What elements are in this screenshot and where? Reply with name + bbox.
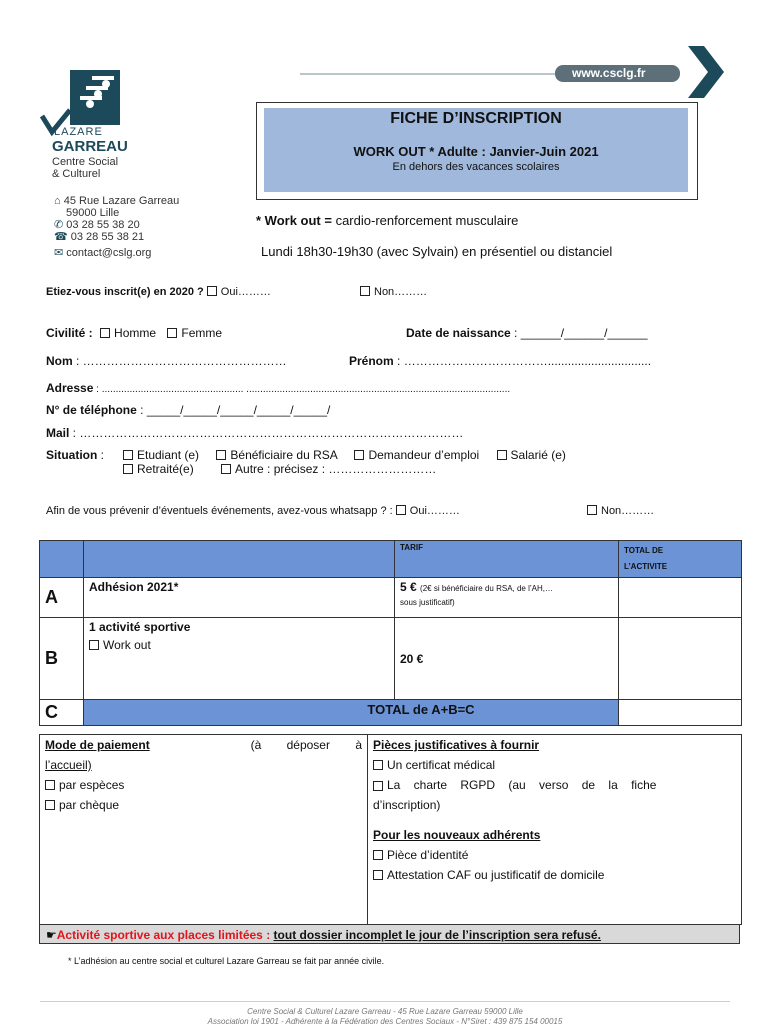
inscrit-oui-label: Oui……… [220, 286, 271, 298]
whatsapp-non-row [587, 505, 654, 517]
situation-label: Situation [46, 448, 98, 462]
website-banner [300, 64, 690, 82]
workout-text: cardio-renforcement musculaire [331, 213, 519, 228]
inscrit-question: Etiez-vous inscrit(e) en 2020 ? [46, 286, 204, 298]
page-title: FICHE D’INSCRIPTION [390, 110, 562, 127]
civilite-label: Civilité : [46, 326, 93, 340]
mail-icon: ✉ [54, 247, 64, 259]
femme-label: Femme [181, 326, 223, 340]
workout-label: * Work out = [256, 213, 332, 228]
logo-line3: Centre Social [52, 156, 119, 168]
checkbox-caf[interactable] [373, 870, 383, 880]
nouveaux-title: Pour les nouveaux adhérents [373, 828, 541, 842]
checkbox-certificat[interactable] [373, 760, 383, 770]
footer-rule [40, 1001, 730, 1002]
pieces-cell [368, 735, 742, 925]
homme-label: Homme [114, 326, 157, 340]
phone1: 03 28 55 38 20 [66, 219, 140, 231]
total-header-1: TOTAL DE [624, 546, 664, 555]
dob-field[interactable]: : ______/______/______ [510, 326, 648, 340]
header-cell-letter [40, 541, 84, 578]
civilite-row [46, 326, 222, 340]
charte-label: La charte RGPD (au verso de la fiche [387, 778, 657, 792]
checkbox-workout[interactable] [89, 640, 99, 650]
tel-field[interactable]: : _____/_____/_____/_____/_____/ [136, 403, 331, 417]
header-cell-label [84, 541, 395, 578]
logo-line1: LAZARE [54, 126, 103, 138]
whatsapp-oui-label: Oui……… [409, 505, 460, 517]
inscrit-non-row [360, 286, 427, 298]
footnote: * L’adhésion au centre social et culturel Lazare Garreau se fait par année civile. [68, 956, 385, 966]
retraite-label: Retraité(e) [137, 462, 194, 476]
chevron-arrow-icon [684, 46, 724, 98]
demandeur-label: Demandeur d’emploi [368, 448, 480, 462]
checkbox-charte[interactable] [373, 781, 383, 791]
checkbox-inscrit-oui[interactable] [207, 286, 217, 296]
phone-icon: ✆ [54, 219, 64, 231]
inscrit-row [46, 286, 271, 298]
phone2: 03 28 55 38 21 [70, 231, 145, 243]
identite-label: Pièce d’identité [387, 848, 469, 862]
pieces-title: Pièces justificatives à fournir [373, 738, 540, 752]
nom-label: Nom [46, 354, 73, 368]
website-url[interactable]: www.csclg.fr [572, 66, 646, 80]
tel-label: N° de téléphone [46, 403, 137, 417]
row-c-label [84, 700, 619, 726]
salarie-label: Salarié (e) [510, 448, 566, 462]
fax-icon: ☎ [54, 231, 68, 243]
checkbox-inscrit-non[interactable] [360, 286, 370, 296]
footer-line2: Association loi 1901 - Adhérente à la Fédération des Centres Sociaux - N°Siret : 439 875 154 00015 [207, 1017, 563, 1026]
address-line1: 45 Rue Lazare Garreau [63, 195, 180, 207]
especes-label: par espèces [59, 778, 125, 792]
checkbox-salarie[interactable] [497, 450, 507, 460]
row-b-total[interactable] [619, 618, 742, 700]
row-a-price: 5 € [400, 580, 417, 594]
page-subtitle: WORK OUT * Adulte : Janvier-Juin 2021 [353, 144, 599, 159]
situation-options [123, 448, 743, 476]
page-note: En dehors des vacances scolaires [392, 161, 560, 173]
pointing-hand-icon: ☛ [46, 928, 57, 942]
mail-row [46, 426, 463, 440]
footer-line1: Centre Social & Culturel Lazare Garreau - 45 Rue Lazare Garreau 59000 Lille [247, 1007, 523, 1016]
header-panel [264, 108, 688, 192]
mode-paiement-note2: l’accueil) [45, 758, 92, 772]
header-cell-tarif: TARIF [395, 541, 619, 578]
nom-field[interactable]: : …………………………………………… [72, 354, 287, 368]
row-a-total[interactable] [619, 578, 742, 618]
address-line2: 59000 Lille [66, 207, 120, 219]
warning-text: tout dossier incomplet le jour de l’inscription sera refusé. [273, 928, 601, 942]
table-row-c [40, 700, 742, 726]
contact-email[interactable]: contact@cslg.org [66, 247, 152, 259]
tarif-table [39, 540, 742, 726]
checkbox-femme[interactable] [167, 328, 177, 338]
inscrit-non-label: Non……… [374, 286, 428, 298]
certificat-label: Un certificat médical [387, 758, 496, 772]
warning-red: Activité sportive aux places limitées : [56, 928, 271, 942]
warning-bar [39, 924, 740, 944]
dob-label: Date de naissance [406, 326, 511, 340]
checkbox-identite[interactable] [373, 850, 383, 860]
adresse-label: Adresse [46, 381, 94, 395]
prenom-field[interactable]: : ………………………………............................... [393, 354, 652, 368]
situation-row [46, 448, 104, 462]
row-a-label: Adhésion 2021* [84, 578, 395, 618]
contact-block [54, 195, 179, 259]
logo [40, 70, 140, 185]
row-a-price-note2: sous justificatif) [400, 598, 455, 607]
row-a-letter: A [40, 578, 84, 618]
whatsapp-non-label: Non……… [601, 505, 655, 517]
checkbox-especes[interactable] [45, 780, 55, 790]
row-b-label-cell [84, 618, 395, 700]
nom-row [46, 354, 287, 368]
total-header-2: L’ACTIVITE [624, 562, 668, 571]
caf-label: Attestation CAF ou justificatif de domicile [387, 868, 605, 882]
row-b-letter: B [40, 618, 84, 700]
payment-table [39, 734, 742, 925]
logo-line2: GARREAU [52, 138, 128, 155]
checkbox-retraite[interactable] [123, 464, 133, 474]
adresse-field[interactable]: : ................................................... ............................................................................................... [93, 384, 511, 395]
prenom-label: Prénom [349, 354, 394, 368]
row-c-total[interactable] [619, 700, 742, 726]
cheque-label: par chèque [59, 798, 120, 812]
prenom-row [349, 354, 651, 368]
home-icon: ⌂ [54, 195, 61, 207]
payment-mode-cell [40, 735, 368, 925]
rsa-label: Bénéficiaire du RSA [230, 448, 338, 462]
tel-row [46, 403, 330, 417]
checkbox-demandeur[interactable] [354, 450, 364, 460]
checkbox-whatsapp-non[interactable] [587, 505, 597, 515]
mail-label: Mail [46, 426, 70, 440]
row-b-label: 1 activité sportive [89, 620, 191, 634]
logo-line4: & Culturel [52, 168, 101, 180]
checkbox-homme[interactable] [100, 328, 110, 338]
mode-paiement-note: (à déposer à [250, 738, 362, 752]
payment-row [40, 735, 742, 925]
table-header-row [40, 541, 742, 578]
row-a-price-cell [395, 578, 619, 618]
mail-field[interactable]: : …………………………………………………………………………………… [69, 426, 464, 440]
mode-paiement-label: Mode de paiement [45, 738, 150, 752]
workout-schedule: Lundi 18h30-19h30 (avec Sylvain) en présentiel ou distanciel [261, 244, 613, 259]
whatsapp-question: Afin de vous prévenir d’éventuels événements, avez-vous whatsapp ? : [46, 505, 393, 517]
header-cell-total [619, 541, 742, 578]
adresse-row [46, 381, 510, 395]
checkbox-autre[interactable] [221, 464, 231, 474]
checkbox-rsa[interactable] [216, 450, 226, 460]
workout-desc [256, 213, 518, 228]
row-b-price: 20 € [395, 618, 619, 700]
whatsapp-row [46, 505, 460, 517]
checkbox-cheque[interactable] [45, 800, 55, 810]
row-a-price-note: (2€ si bénéficiaire du RSA, de l’AH,… [420, 584, 553, 593]
etudiant-label: Etudiant (e) [137, 448, 200, 462]
autre-label: Autre : précisez : ……………………… [235, 462, 437, 476]
row-b-item: Work out [103, 638, 151, 652]
total-label: TOTAL de A+B=C [367, 702, 475, 717]
dob-row [406, 326, 648, 340]
charte-label2: d’inscription) [373, 798, 441, 812]
checkbox-etudiant[interactable] [123, 450, 133, 460]
situation-sep: : [97, 448, 104, 462]
table-row-b [40, 618, 742, 700]
checkbox-whatsapp-oui[interactable] [396, 505, 406, 515]
table-row-a [40, 578, 742, 618]
row-c-letter: C [40, 700, 84, 726]
